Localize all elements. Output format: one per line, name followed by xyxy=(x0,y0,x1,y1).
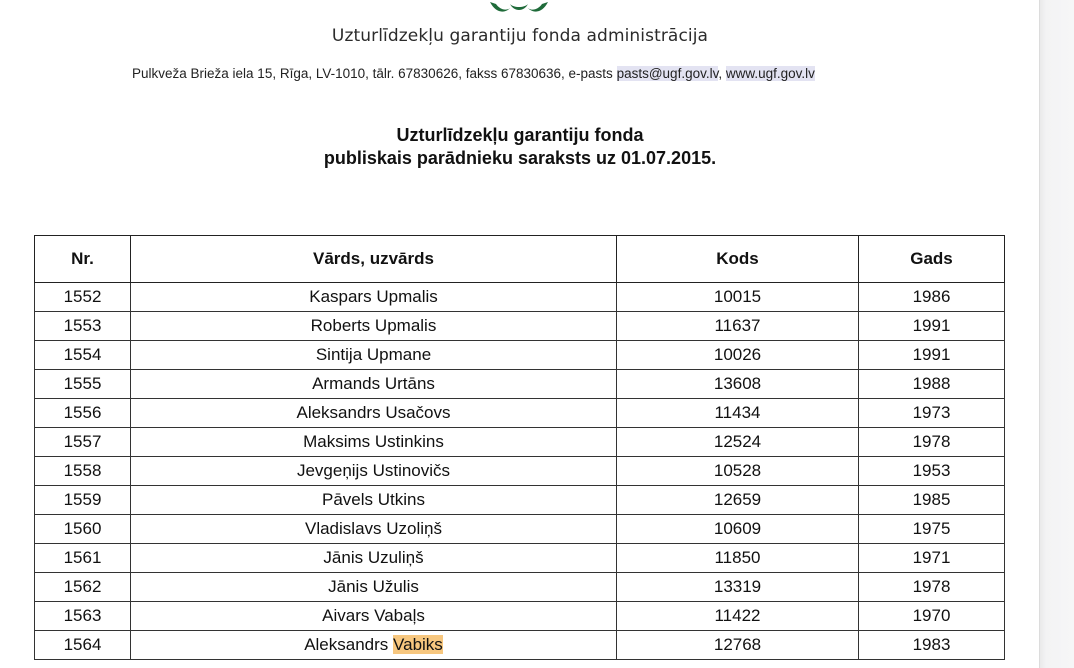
first-name: Jānis xyxy=(328,577,368,596)
title-line-2: publiskais parādnieku saraksts uz 01.07.2015. xyxy=(323,148,717,168)
cell-gads: 1973 xyxy=(859,399,1005,428)
last-name: Ustinovičs xyxy=(372,461,451,480)
first-name: Maksims xyxy=(303,432,371,451)
table-row xyxy=(35,283,1005,312)
last-name: Upmalis xyxy=(376,287,438,306)
table-header-row xyxy=(35,236,1005,283)
viewer-gutter xyxy=(1039,0,1074,668)
first-name: Kaspars xyxy=(309,287,372,306)
cell-nr: 1564 xyxy=(35,631,131,660)
table-row xyxy=(35,457,1005,486)
cell-nr: 1563 xyxy=(35,602,131,631)
table-row xyxy=(35,631,1005,660)
cell-name xyxy=(131,486,617,515)
cell-kods: 11434 xyxy=(617,399,859,428)
table-row xyxy=(35,399,1005,428)
cell-gads: 1986 xyxy=(859,283,1005,312)
table-row xyxy=(35,341,1005,370)
cell-kods: 10015 xyxy=(617,283,859,312)
address-separator: , xyxy=(718,66,726,81)
first-name: Vladislavs xyxy=(304,519,382,538)
cell-nr: 1559 xyxy=(35,486,131,515)
address-text: Pulkveža Brieža iela 15, Rīga, LV-1010, tālr. 67830626, fakss 67830636, e-pasts xyxy=(132,66,617,81)
table-row xyxy=(35,312,1005,341)
table-row xyxy=(35,573,1005,602)
last-name: Upmalis xyxy=(374,316,437,335)
cell-gads: 1953 xyxy=(859,457,1005,486)
table-row xyxy=(35,428,1005,457)
cell-name xyxy=(131,573,617,602)
cell-nr: 1558 xyxy=(35,457,131,486)
first-name: Aleksandrs xyxy=(296,403,381,422)
cell-gads: 1983 xyxy=(859,631,1005,660)
last-name: Ustinkins xyxy=(374,432,444,451)
first-name: Jevgeņijs xyxy=(296,461,368,480)
cell-kods: 11637 xyxy=(617,312,859,341)
cell-name xyxy=(131,341,617,370)
cell-gads: 1991 xyxy=(859,312,1005,341)
column-header-kods: Kods xyxy=(617,236,859,283)
cell-kods: 13319 xyxy=(617,573,859,602)
cell-name xyxy=(131,370,617,399)
cell-nr: 1557 xyxy=(35,428,131,457)
document-title xyxy=(0,124,1040,170)
first-name: Armands xyxy=(312,374,381,393)
cell-kods: 10528 xyxy=(617,457,859,486)
first-name: Sintija xyxy=(315,345,363,364)
cell-nr: 1553 xyxy=(35,312,131,341)
cell-nr: 1555 xyxy=(35,370,131,399)
debtor-table xyxy=(34,235,1005,660)
table-row xyxy=(35,544,1005,573)
cell-nr: 1561 xyxy=(35,544,131,573)
cell-nr: 1560 xyxy=(35,515,131,544)
cell-gads: 1988 xyxy=(859,370,1005,399)
last-name: Vabaļs xyxy=(374,606,425,625)
column-header-nr: Nr. xyxy=(35,236,131,283)
cell-gads: 1975 xyxy=(859,515,1005,544)
last-name: Uzoliņš xyxy=(386,519,443,538)
first-name: Aivars xyxy=(322,606,370,625)
last-name: Usačovs xyxy=(385,403,451,422)
cell-kods: 10609 xyxy=(617,515,859,544)
cell-kods: 12524 xyxy=(617,428,859,457)
first-name: Pāvels xyxy=(322,490,374,509)
cell-nr: 1556 xyxy=(35,399,131,428)
first-name: Roberts xyxy=(310,316,371,335)
column-header-name: Vārds, uzvārds xyxy=(131,236,617,283)
last-name: Uzuliņš xyxy=(367,548,424,567)
cell-kods: 12659 xyxy=(617,486,859,515)
email-link[interactable]: pasts@ugf.gov.lv xyxy=(616,66,719,81)
table-body xyxy=(35,283,1005,660)
first-name: Jānis xyxy=(323,548,364,567)
website-link[interactable]: www.ugf.gov.lv xyxy=(725,66,815,81)
cell-name xyxy=(131,283,617,312)
table-row xyxy=(35,486,1005,515)
last-name: Utkins xyxy=(377,490,425,509)
first-name: Aleksandrs xyxy=(304,635,389,654)
title-line-1: Uzturlīdzekļu garantiju fonda xyxy=(396,125,644,145)
table-row xyxy=(35,602,1005,631)
table-row xyxy=(35,370,1005,399)
cell-gads: 1971 xyxy=(859,544,1005,573)
cell-name xyxy=(131,457,617,486)
last-name: Užulis xyxy=(372,577,419,596)
cell-gads: 1978 xyxy=(859,428,1005,457)
cell-name xyxy=(131,631,617,660)
cell-kods: 12768 xyxy=(617,631,859,660)
cell-gads: 1970 xyxy=(859,602,1005,631)
cell-gads: 1985 xyxy=(859,486,1005,515)
cell-name xyxy=(131,544,617,573)
cell-name xyxy=(131,515,617,544)
last-name: Urtāns xyxy=(384,374,435,393)
last-name: Upmane xyxy=(366,345,432,364)
cell-gads: 1991 xyxy=(859,341,1005,370)
oak-leaf-emblem-icon xyxy=(486,0,552,14)
cell-name xyxy=(131,312,617,341)
column-header-gads: Gads xyxy=(859,236,1005,283)
contact-address-line xyxy=(132,66,815,81)
cell-nr: 1562 xyxy=(35,573,131,602)
cell-nr: 1554 xyxy=(35,341,131,370)
cell-kods: 11422 xyxy=(617,602,859,631)
cell-kods: 11850 xyxy=(617,544,859,573)
cell-name xyxy=(131,428,617,457)
cell-name xyxy=(131,602,617,631)
cell-gads: 1978 xyxy=(859,573,1005,602)
cell-name xyxy=(131,399,617,428)
cell-kods: 10026 xyxy=(617,341,859,370)
cell-kods: 13608 xyxy=(617,370,859,399)
table-row xyxy=(35,515,1005,544)
cell-nr: 1552 xyxy=(35,283,131,312)
organization-name: Uzturlīdzekļu garantiju fonda administrācija xyxy=(331,26,709,46)
last-name-search-hit: Vabiks xyxy=(393,635,443,654)
